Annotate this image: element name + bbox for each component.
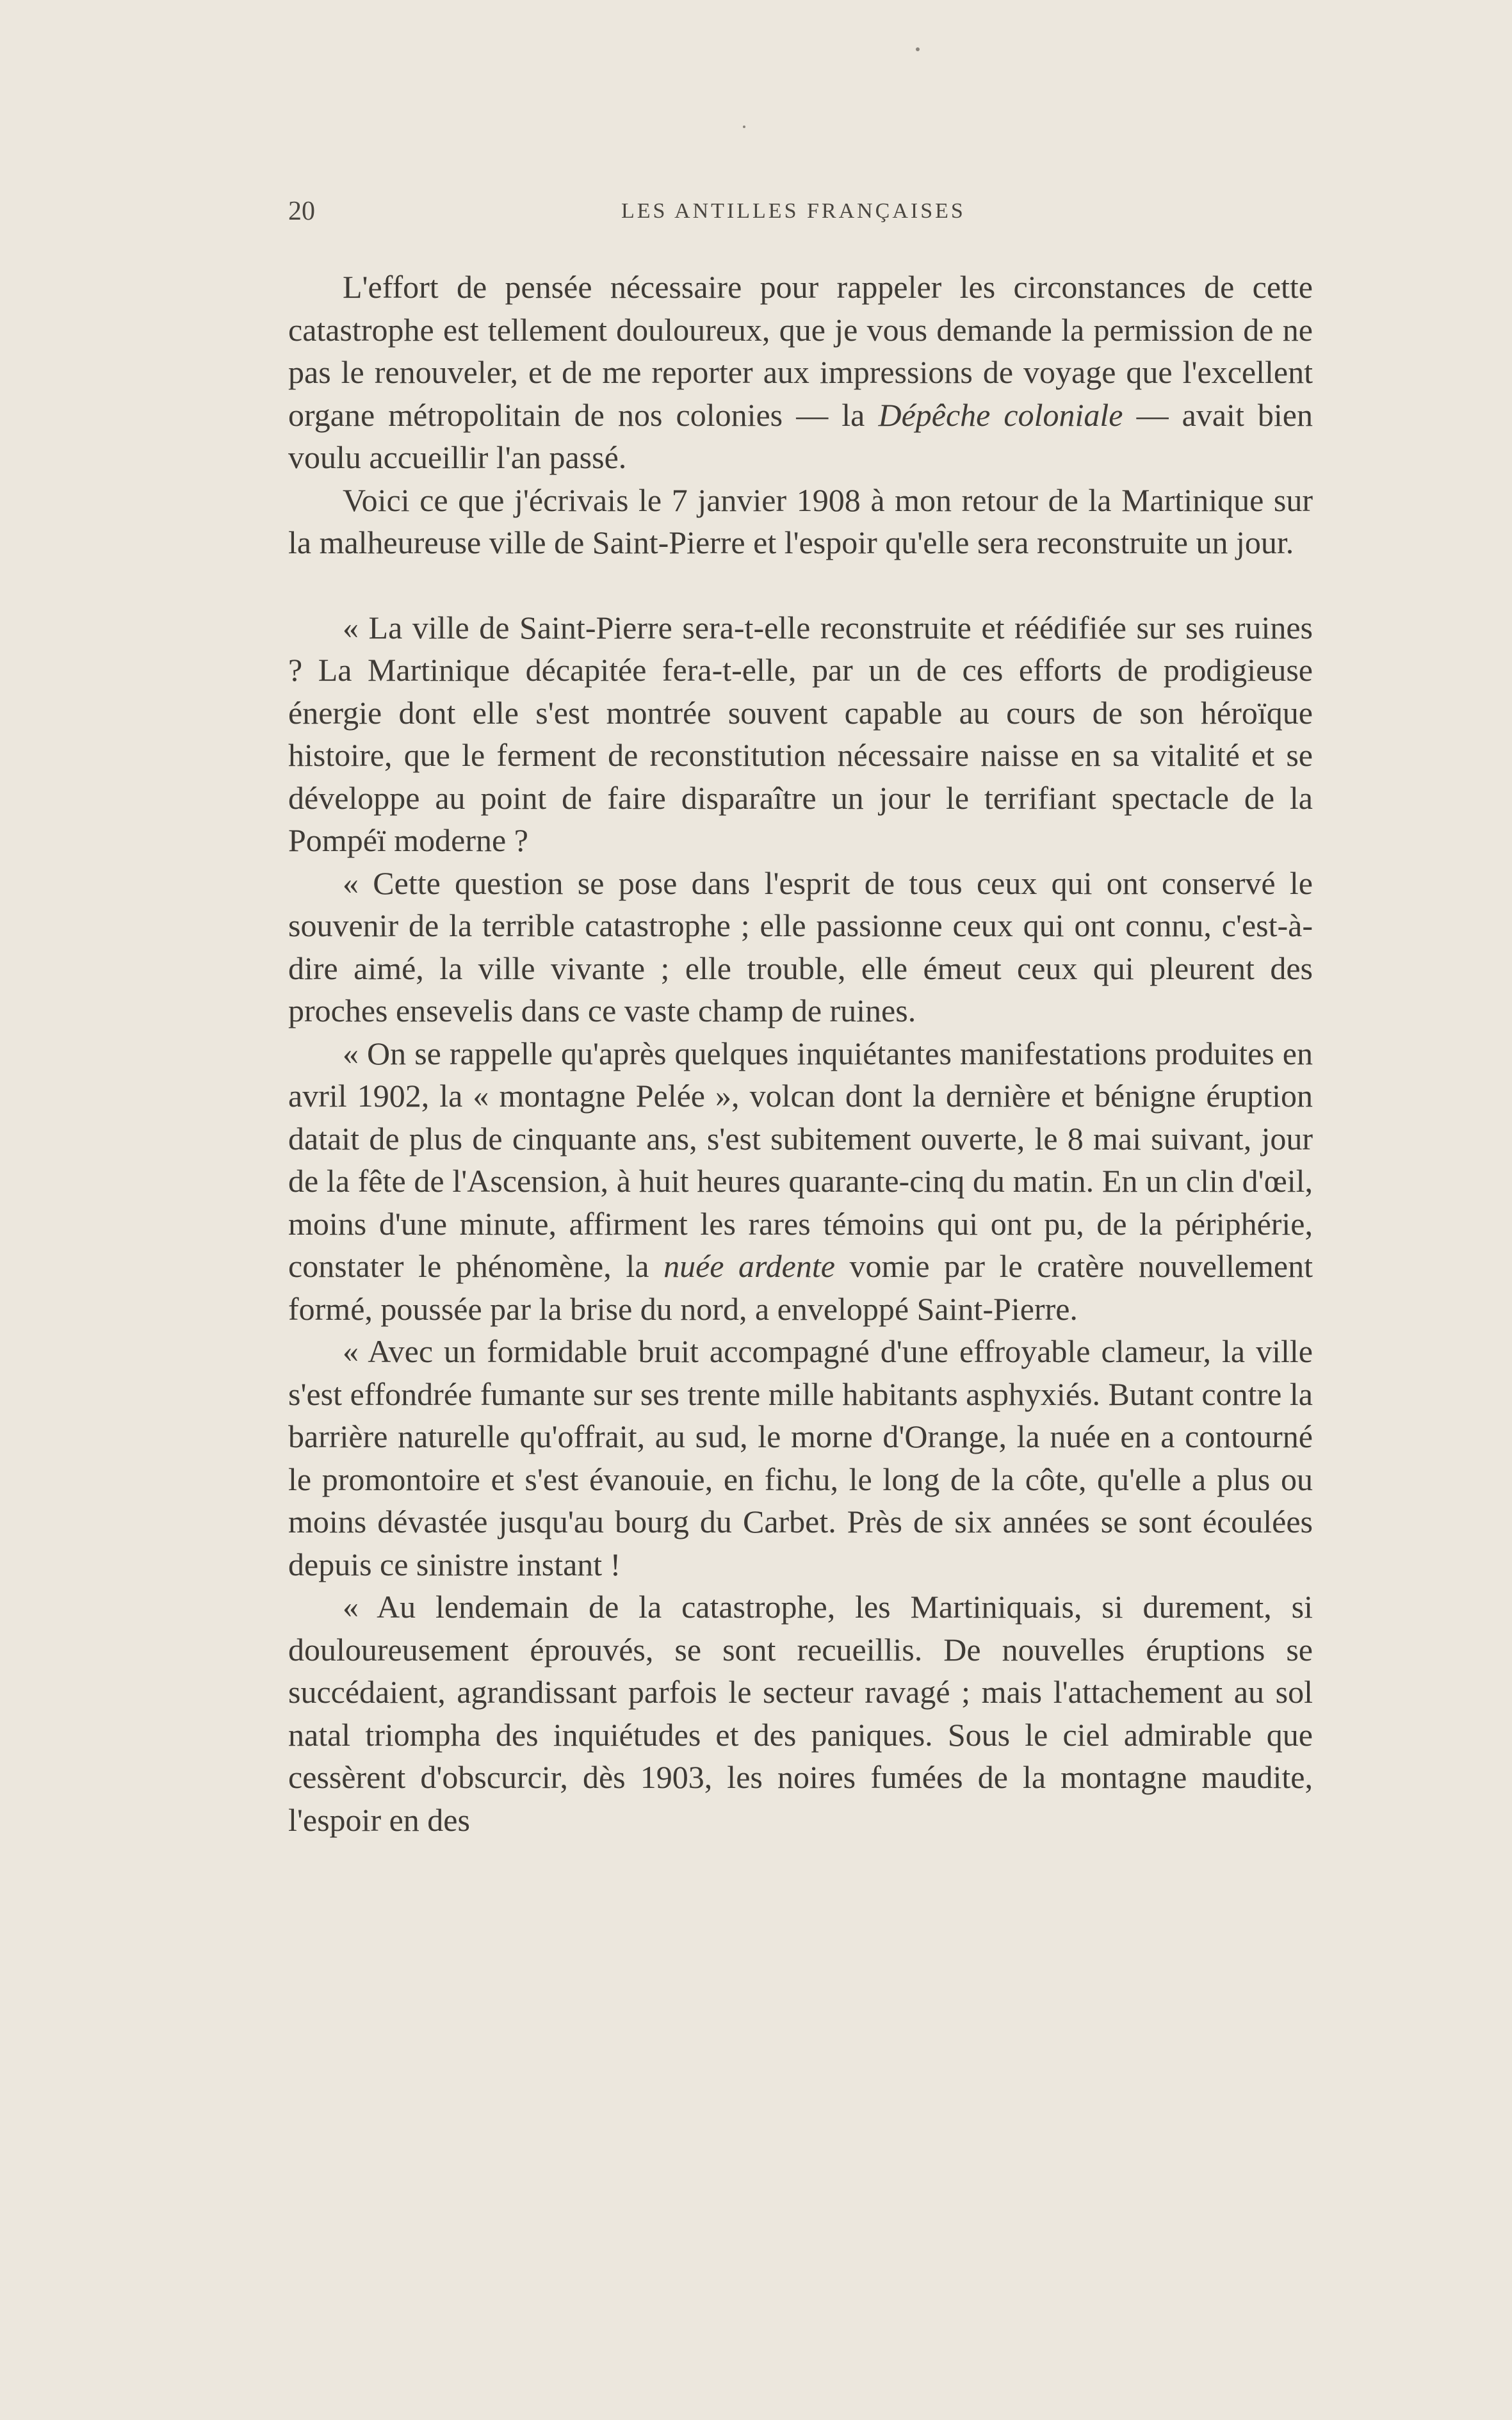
italic-title: Dépêche coloniale (878, 396, 1123, 433)
paragraph-text: — avait bien voulu accueillir l'an passé. (288, 396, 1313, 475)
body-text (288, 266, 1313, 1841)
page-header (288, 192, 1313, 231)
page-number: 20 (288, 197, 315, 226)
paragraph: « La ville de Saint-Pierre sera-t-elle reconstruite et réédifiée sur ses ruines ? La Martinique décapitée fera-t-elle, par un de ces efforts de prodigieuse énergie dont elle s'est montrée souvent capable au cours de son héroïque histoire, que le ferment de reconstitution nécessaire naisse en sa vitalité et se développe au point de faire disparaître un jour le terrifiant spectacle de la Pompéï moderne ? (288, 609, 1313, 858)
paragraph: « Au lendemain de la catastrophe, les Martiniquais, si durement, si douloureusement éprouvés, se sont recueillis. De nouvelles éruptions se succédaient, agrandissant parfois le secteur ravagé ; mais l'attachement au sol natal triompha des inquiétudes et des paniques. Sous le ciel admirable que cessèrent d'obscurcir, dès 1903, les noires fumées de la montagne maudite, l'espoir en des (288, 1589, 1313, 1838)
paragraph (288, 266, 1313, 479)
paragraph-text: L'effort de pensée nécessaire pour rappeler les circonstances de cette catastrophe est tellement douloureux, que je vous demande la permission de ne pas le renouveler, et de me reporter aux impressions de voyage que l'excellent organe métropolitain de nos colonies — la (288, 269, 1313, 433)
paper-speck (743, 126, 745, 128)
paragraph: Voici ce que j'écrivais le 7 janvier 1908 à mon retour de la Martinique sur la malheureuse ville de Saint-Pierre et l'espoir qu'elle sera reconstruite un jour. (288, 482, 1313, 560)
running-title: LES ANTILLES FRANÇAISES (621, 199, 966, 223)
paragraph-text: « On se rappelle qu'après quelques inquiétantes manifestations produites en avril 1902, la « montagne Pelée », volcan dont la dernière et bénigne éruption datait de plus de cinquante ans, s'est subitement ouverte, le 8 mai suivant, jour de la fête de l'Ascension, à huit heures quarante-cinq du matin. En un clin d'œil, moins d'une minute, affirment les rares témoins qui ont pu, de la périphérie, constater le phénomène, la (288, 1035, 1313, 1284)
paragraph: « Cette question se pose dans l'esprit de tous ceux qui ont conservé le souvenir de la terrible catastrophe ; elle passionne ceux qui ont connu, c'est-à-dire aimé, la ville vivante ; elle trouble, elle émeut ceux qui pleurent des proches ensevelis dans ce vaste champ de ruines. (288, 865, 1313, 1028)
paragraph-text: vomie par le cratère nouvellement formé, poussée par la brise du nord, a enveloppé Saint-Pierre. (288, 1248, 1313, 1327)
paragraph (288, 1032, 1313, 1331)
paper-speck (916, 47, 920, 51)
paragraph: « Avec un formidable bruit accompagné d'une effroyable clameur, la ville s'est effondrée fumante sur ses trente mille habitants asphyxiés. Butant contre la barrière naturelle qu'offrait, au sud, le morne d'Orange, la nuée en a contourné le promontoire et s'est évanouie, en fichu, le long de la côte, qu'elle a plus ou moins dévastée jusqu'au bourg du Carbet. Près de six années se sont écoulées depuis ce sinistre instant ! (288, 1333, 1313, 1582)
italic-term: nuée ardente (663, 1248, 835, 1284)
